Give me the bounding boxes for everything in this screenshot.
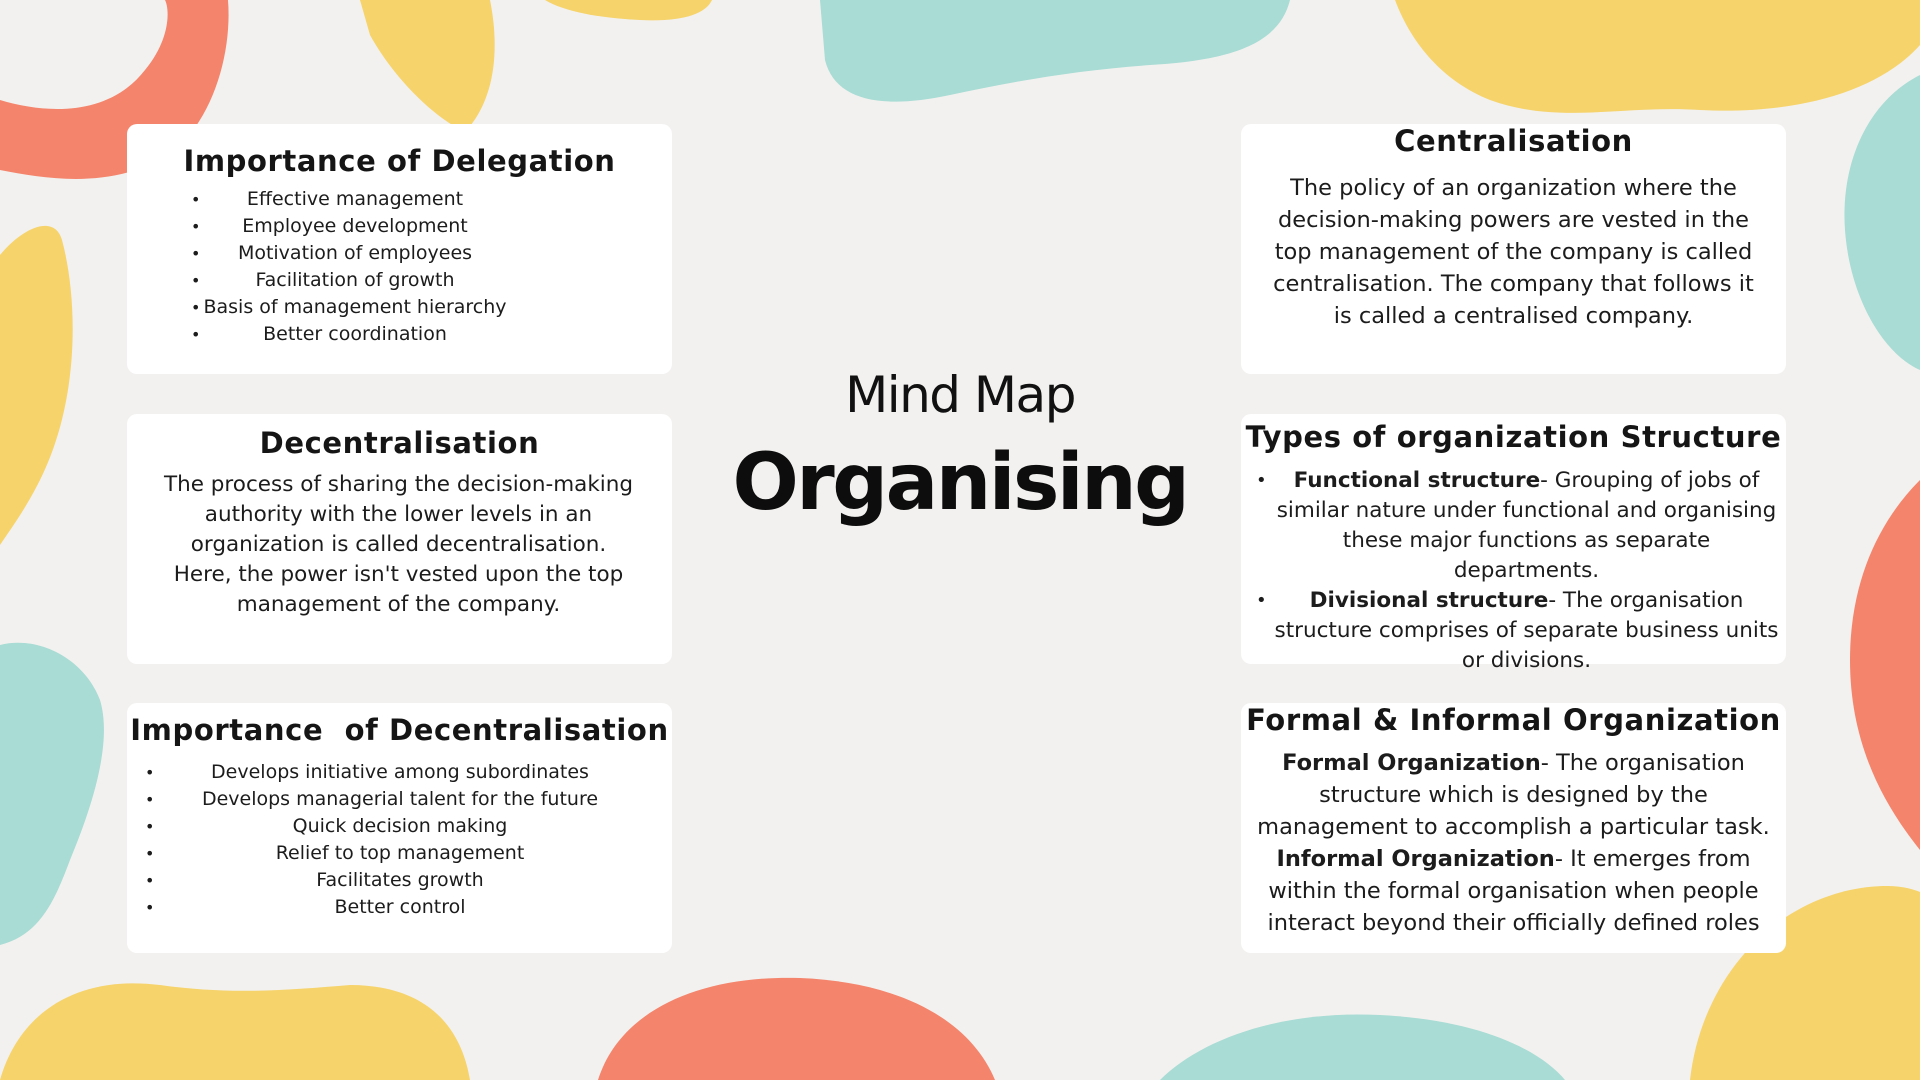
card-heading: Formal & Informal Organization xyxy=(1246,703,1781,737)
list-item: • Facilitation of growth xyxy=(180,267,530,294)
card-body-text: The process of sharing the decision-making authority with the lower levels in an organization is called decentralisation. Here, the power isn't vested upon the top management of the company. xyxy=(163,472,634,617)
term-label: Formal Organization xyxy=(1282,750,1541,776)
teal-blob-left xyxy=(0,643,104,945)
teal-blob-right xyxy=(1844,75,1920,370)
yellow-leaf-top xyxy=(360,0,495,132)
list-item: • Effective management xyxy=(180,186,530,213)
card-types-of-organization-structure xyxy=(1241,414,1786,673)
structure-types-list xyxy=(1241,466,1786,676)
term-label: Divisional structure xyxy=(1309,588,1549,613)
list-item xyxy=(1271,586,1782,676)
card-importance-of-decentralisation xyxy=(127,703,672,953)
card-body-text xyxy=(1245,747,1782,843)
card-decentralisation xyxy=(127,414,672,664)
card-heading: Centralisation xyxy=(1394,124,1633,158)
list-item: • Better coordination xyxy=(180,321,530,348)
card-formal-informal-organization xyxy=(1241,703,1786,953)
card-centralisation xyxy=(1241,124,1786,374)
list-item: • Relief to top management xyxy=(145,840,655,867)
list-item: • Develops managerial talent for the future xyxy=(145,786,655,813)
term-description: - It emerges from within the formal organisation when people interact beyond their officially defined roles xyxy=(1267,846,1760,936)
list-item: • Quick decision making xyxy=(145,813,655,840)
list-item xyxy=(1271,466,1782,586)
list-item: • Basis of management hierarchy xyxy=(180,294,530,321)
page-subtitle: Mind Map xyxy=(845,366,1075,424)
list-item: • Motivation of employees xyxy=(180,240,530,267)
teal-blob-top xyxy=(820,0,1290,102)
card-importance-of-delegation xyxy=(127,124,672,374)
card-body-text xyxy=(1245,843,1782,939)
delegation-list xyxy=(180,186,530,348)
card-heading: Importance of Delegation xyxy=(183,144,616,178)
term-description: - Grouping of jobs of similar nature under functional and organising these major functions as separate departments. xyxy=(1276,468,1777,583)
decentralisation-importance-list xyxy=(145,759,655,921)
yellow-leaf-top-right xyxy=(545,0,712,20)
card-heading: Importance of Decentralisation xyxy=(130,713,669,747)
list-item: • Better control xyxy=(145,894,655,921)
coral-leaf-right xyxy=(1850,480,1920,850)
yellow-leaf-left xyxy=(0,226,73,545)
term-label: Functional structure xyxy=(1293,468,1541,493)
teal-blob-bottom-right xyxy=(1160,1014,1565,1080)
card-heading: Decentralisation xyxy=(259,426,540,460)
yellow-blob-bottom-left xyxy=(0,983,470,1080)
card-body-text: The policy of an organization where the decision-making powers are vested in the top management of the company is called centralisation. The company that follows it is called a centralised company. xyxy=(1273,175,1754,329)
term-label: Informal Organization xyxy=(1276,846,1555,872)
term-description: - The organisation structure comprises of separate business units or divisions. xyxy=(1274,588,1779,673)
yellow-blob-top-right xyxy=(1395,0,1920,113)
card-heading: Types of organization Structure xyxy=(1245,420,1782,454)
list-item: • Facilitates growth xyxy=(145,867,655,894)
page-title: Organising xyxy=(732,438,1188,528)
list-item: • Employee development xyxy=(180,213,530,240)
list-item: • Develops initiative among subordinates xyxy=(145,759,655,786)
term-description: - The organisation structure which is designed by the management to accomplish a particular task. xyxy=(1257,750,1770,840)
coral-blob-bottom xyxy=(598,978,995,1080)
